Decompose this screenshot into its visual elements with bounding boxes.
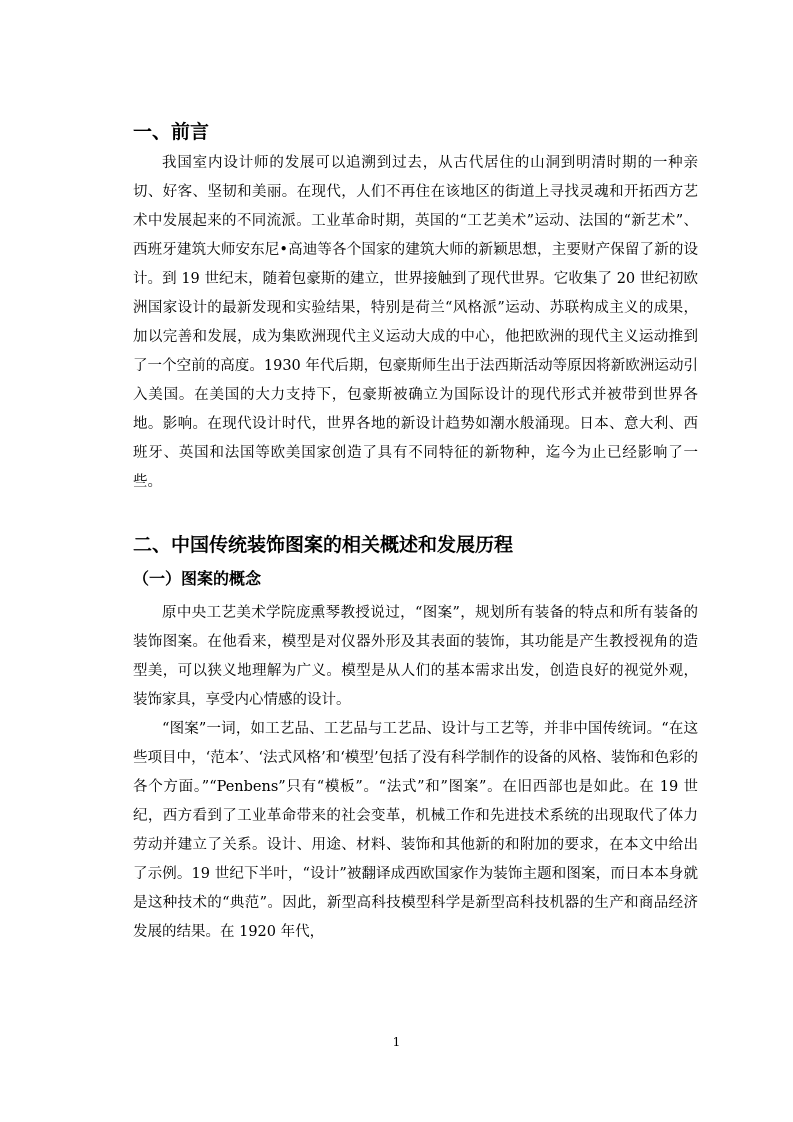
paragraph-concept-2: “图案”一词，如工艺品、工艺品与工艺品、设计与工艺等，并非中国传统词。“在这些项目中，‘范本’、‘法式风格’和‘模型’包括了没有科学制作的设备的风格、装饰和色彩的各个方面。”“Penbens”只有“模板”。“法式”和”图案”。在旧西部也是如此。在 19 世纪，西方看到了工业革命带来的社会变革，机械工作和先进技术系统的出现取代了体力劳动并建立了关系。设计、用途、材料、装饰和其他新的和附加的要求，在本文中给出了示例。19 世纪下半叶，“设计”被翻译成西欧国家作为装饰主题和图案，而日本本身就是这种技术的“典范”。因此，新型高科技模型科学是新型高科技机器的生产和商品经济发展的结果。在 1920 年代， xyxy=(133,721,698,940)
heading-subsection-concept: （一）图案的概念 xyxy=(133,569,262,588)
paragraph-concept-1: 原中央工艺美术学院庞熏琴教授说过，“图案”，规划所有装备的特点和所有装备的装饰图案。在他看来，模型是对仪器外形及其表面的装饰，其功能是产生教授视角的造型美，可以狭义地理解为广义。模型是从人们的基本需求出发，创造良好的视觉外观，装饰家具，享受内心情感的设计。 xyxy=(133,605,698,708)
page-number: 1 xyxy=(392,1035,401,1049)
heading-introduction: 一、前言 xyxy=(133,121,210,143)
page-content xyxy=(133,118,698,947)
heading-section-2: 二、中国传统装饰图案的相关概述和发展历程 xyxy=(133,534,514,556)
paragraph-introduction: 我国室内设计师的发展可以追溯到过去，从古代居住的山洞到明清时期的一种亲切、好客、坚韧和美丽。在现代，人们不再住在该地区的街道上寻找灵魂和开拓西方艺术中发展起来的不同流派。工业革命时期，英国的“工艺美术”运动、法国的“新艺术”、西班牙建筑大师安东尼•高迪等各个国家的建筑大师的新颖思想，主要财产保留了新的设计。到 19 世纪末，随着包豪斯的建立，世界接触到了现代世界。它收集了 20 世纪初欧洲国家设计的最新发现和实验结果，特别是荷兰“风格派”运动、苏联构成主义的成果，加以完善和发展，成为集欧洲现代主义运动大成的中心，他把欧洲的现代主义运动推到了一个空前的高度。1930 年代后期，包豪斯师生出于法西斯活动等原因将新欧洲运动引入美国。在美国的大力支持下，包豪斯被确立为国际设计的现代形式并被带到世界各地。影响。在现代设计时代，世界各地的新设计趋势如潮水般涌现。日本、意大利、西班牙、英国和法国等欧美国家创造了具有不同特征的新物种，迄今为止已经影响了一些。 xyxy=(133,155,698,490)
